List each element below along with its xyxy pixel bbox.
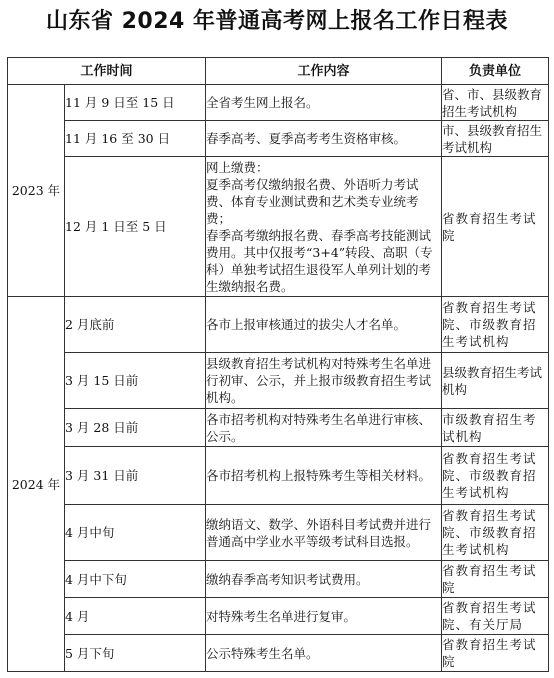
table-row — [8, 85, 549, 121]
table-row — [8, 157, 549, 297]
table-row — [8, 505, 549, 561]
time-cell: 4 月中旬 — [65, 505, 206, 561]
unit-cell: 省、市、县级教育招生考试机构 — [442, 85, 549, 121]
table-row — [8, 353, 549, 409]
content-cell: 全省考生网上报名。 — [206, 85, 442, 121]
content-cell: 春季高考、夏季高考考生资格审核。 — [206, 121, 442, 157]
table-row — [8, 447, 549, 505]
content-cell: 各市上报审核通过的拔尖人才名单。 — [206, 297, 442, 353]
year-cell-2024: 2024 年 — [8, 297, 65, 672]
time-cell: 3 月 28 日前 — [65, 409, 206, 447]
schedule-table — [7, 57, 549, 672]
header-unit: 负责单位 — [442, 58, 549, 85]
content-cell: 公示特殊考生名单。 — [206, 635, 442, 672]
time-cell: 12 月 1 日至 5 日 — [65, 157, 206, 297]
page-title: 山东省 2024 年普通高考网上报名工作日程表 — [45, 9, 509, 34]
unit-cell: 省教育招生考试院、市级教育招生考试机构 — [442, 505, 549, 561]
time-cell: 2 月底前 — [65, 297, 206, 353]
unit-cell: 省教育招生考试院、有关厅局 — [442, 598, 549, 635]
table-row — [8, 561, 549, 598]
table-row — [8, 598, 549, 635]
content-cell: 缴纳语文、数学、外语科目考试费并进行普通高中学业水平等级考试科目选报。 — [206, 505, 442, 561]
unit-cell: 县级教育招生考试机构 — [442, 353, 549, 409]
unit-cell: 省教育招生考试院、市级教育招生考试机构 — [442, 447, 549, 505]
unit-cell: 省教育招生考试院、市级教育招生考试机构 — [442, 297, 549, 353]
time-cell: 4 月中下旬 — [65, 561, 206, 598]
year-cell-2023: 2023 年 — [8, 85, 65, 297]
time-cell: 5 月下旬 — [65, 635, 206, 672]
time-cell: 3 月 15 日前 — [65, 353, 206, 409]
content-cell: 县级教育招生考试机构对特殊考生名单进行初审、公示，并上报市级教育招生考试机构。 — [206, 353, 442, 409]
table-row — [8, 409, 549, 447]
time-cell: 11 月 16 至 30 日 — [65, 121, 206, 157]
table-row — [8, 635, 549, 672]
table-row — [8, 121, 549, 157]
unit-cell: 省教育招生考试院 — [442, 635, 549, 672]
content-cell: 各市招考机构上报特殊考生等相关材料。 — [206, 447, 442, 505]
content-cell: 缴纳春季高考知识考试费用。 — [206, 561, 442, 598]
content-cell: 对特殊考生名单进行复审。 — [206, 598, 442, 635]
content-cell: 网上缴费： 夏季高考仅缴纳报名费、外语听力考试费、体育专业测试费和艺术类专业统考费； 春季高考缴纳报名费、春季高考技能测试费用。其中仅报考“3+4”转段、高职（专科）单独考试招生退役军人单列计划的考生缴纳报名费。 — [206, 157, 442, 297]
header-content: 工作内容 — [206, 58, 442, 85]
time-cell: 3 月 31 日前 — [65, 447, 206, 505]
header-time: 工作时间 — [8, 58, 206, 85]
content-cell: 各市招考机构对特殊考生名单进行审核、公示。 — [206, 409, 442, 447]
unit-cell: 省教育招生考试院 — [442, 157, 549, 297]
table-header-row — [8, 58, 549, 85]
table-row — [8, 297, 549, 353]
unit-cell: 省教育招生考试院 — [442, 561, 549, 598]
time-cell: 11 月 9 日至 15 日 — [65, 85, 206, 121]
unit-cell: 市、县级教育招生考试机构 — [442, 121, 549, 157]
time-cell: 4 月 — [65, 598, 206, 635]
unit-cell: 市级教育招生考试机构 — [442, 409, 549, 447]
